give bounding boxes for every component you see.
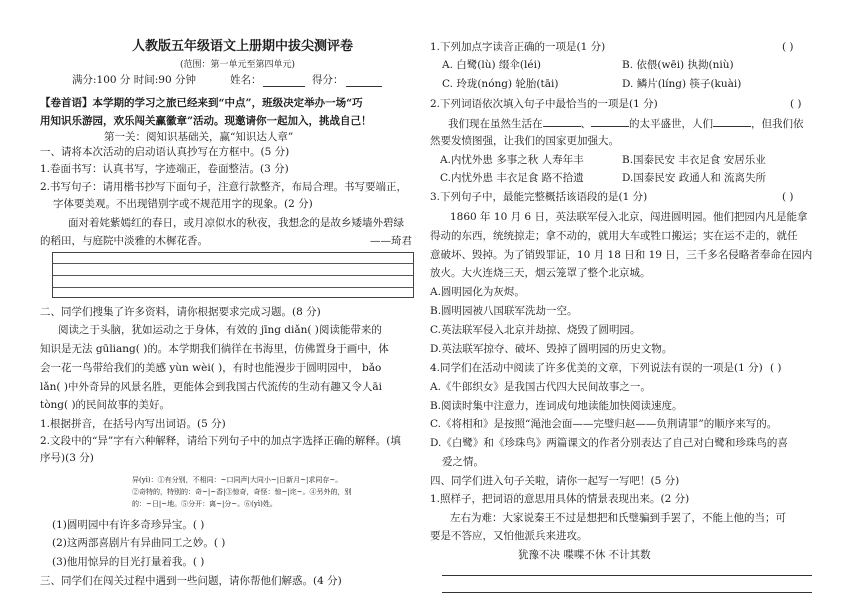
copy-box[interactable] [52, 252, 414, 298]
r4-option-a[interactable]: A.《牛郎织女》是我国古代四大民间故事之一。 [430, 381, 651, 393]
r4-option-c[interactable]: C.《将相和》是按照“渑池会面——完璧归赵——负荆请罪”的顺序来写的。 [430, 418, 778, 430]
q2-2-line2: 序号)(3 分) [40, 452, 94, 464]
r2-p1-d: ，但我们依 [751, 118, 804, 130]
copy-rule-1 [53, 263, 413, 264]
r1-option-a[interactable]: A. 白鹭(lù) 缀伞(léi) [442, 59, 542, 71]
q-a2-line1: 2.书写句子：请用楷书抄写下面句子，注意行款整齐，布局合理。书写要端正， [40, 181, 408, 193]
r3-passage-line-2: 得动的东西，统统掠走；拿不动的，就用大车或牲口搬运；实在运不走的，就任 [430, 230, 798, 242]
word-list: 犹豫不决 喋喋不休 不计其数 [518, 549, 651, 561]
r1-option-c[interactable]: C. 玲珑(nóng) 轮胎(tāi) [442, 78, 559, 90]
r3-question: 3.下列句子中，最能完整概括该语段的是(1 分) [430, 191, 648, 203]
r4-answer-paren[interactable]: ( ) [770, 362, 782, 374]
name-label: 姓名： [230, 74, 262, 86]
dict-entry-2: ②奇特的，特别的：奇~|~香|③惊奇，奇怪：惊~|诧~。④另外的，别 [132, 488, 352, 496]
score-field[interactable] [346, 76, 382, 87]
r4-question: 4.同学们在活动中阅读了许多优美的文章，下列说法有误的一项是(1 分) [430, 362, 763, 374]
r3-option-c[interactable]: C.英法联军侵入北京并劫掠、烧毁了圆明园。 [430, 324, 641, 336]
q3-heading: 三、同学们在闯关过程中遇到一些问题，请你帮他们解惑。(4 分) [40, 575, 342, 587]
intro-line-1: 【卷首语】本学期的学习之旅已经来到“中点”，班级决定举办一场“巧 [40, 97, 363, 109]
copy-rule-2 [53, 275, 413, 276]
answer-line-2[interactable] [442, 592, 812, 593]
passage-line-2: 知识是无法 gūliang( )的。本学期我们徜徉在书海里，仿佛置身于画中，体 [40, 343, 389, 355]
r2-option-d[interactable]: D.国泰民安 政通人和 流离失所 [622, 172, 767, 184]
score-label: 得分： [312, 74, 344, 86]
r2-passage-line-2: 然要发愤图强，让我们的国家更加强大。 [430, 135, 619, 147]
r3-passage-line-3: 意破坏、毁掉。为了销毁罪证，10 月 18 日和 19 日，三千多名侵略者奉命在园内 [430, 249, 813, 261]
r3-option-b[interactable]: B.圆明园被八国联军洗劫一空。 [430, 305, 578, 317]
part1-heading: 第一关：阅知识基础关，赢“知识达人章” [104, 131, 294, 143]
r2-option-c[interactable]: C.内忧外患 丰衣足食 路不拾遗 [440, 172, 584, 184]
q2-heading: 二、同学们搜集了许多资料，请你根据要求完成习题。(8 分) [40, 306, 321, 318]
r1-option-b[interactable]: B. 依偎(wēi) 执拗(niù) [622, 59, 734, 71]
r4-option-d-line2: 爱之情。 [442, 456, 484, 468]
r1-question: 1.下列加点字读音正确的一项是(1 分) [430, 41, 606, 53]
q2-1: 1.根据拼音，在括号内写出词语。(5 分) [40, 418, 226, 430]
r2-p1-a: 我们现在虽然生活在 [448, 118, 543, 130]
r3-passage-line-4: 放火。大火连烧三天，烟云笼罩了整个北京城。 [430, 267, 651, 279]
example-line-1: 左右为难：大家说秦王不过是想把和氏璧骗到手罢了，不能上他的当；可 [450, 512, 786, 524]
r2-blank-1[interactable] [543, 116, 581, 127]
q-a2-line2: 字体要美观。不出现错别字或不规范用字的现象。(2 分) [53, 198, 313, 210]
r2-blank-3[interactable] [713, 116, 751, 127]
r2-passage-line-1 [448, 116, 804, 131]
r2-option-a[interactable]: A.内忧外患 多事之秋 人寿年丰 [440, 154, 584, 166]
poem-line-1: 面对着姹紫嫣红的春日，或月凉似水的秋夜，我想念的是故乡矮墙外碧绿 [68, 217, 404, 229]
r2-p1-c: 的太平盛世，人们 [629, 118, 713, 130]
page-title: 人教版五年级语文上册期中拔尖测评卷 [132, 39, 354, 54]
r3-option-a[interactable]: A.圆明园化为灰烬。 [430, 286, 525, 298]
r1-answer-paren[interactable]: ( ) [782, 41, 794, 53]
section4-heading: 四、同学们进入句子关啦，请你一起写一写吧！(5 分) [430, 475, 680, 487]
r3-option-d[interactable]: D.英法联军掠夺、破坏、毁掉了圆明园的历史文物。 [430, 343, 673, 355]
dict-entry-3: 的：~日|~地。⑤分开：离~|分~。⑥(yì)姓。 [132, 500, 277, 508]
r2-question: 2.下列词语依次填入句子中最恰当的一项是(1 分) [430, 98, 658, 110]
scope-note: (范围：第一单元至第四单元) [180, 60, 296, 70]
passage-line-1: 阅读之于头脑，犹如运动之于身体，有效的 jīng diǎn( )阅读能带来的 [58, 324, 382, 336]
r3-answer-paren[interactable]: ( ) [782, 191, 794, 203]
r5-1-question: 1.照样子，把词语的意思用具体的情景表现出来。(2 分) [430, 493, 690, 505]
sentence-3: (3)他用惊异的目光打量着我。( ) [52, 556, 205, 568]
q-a: 一、请将本次活动的启动语认真抄写在方框中。(5 分) [40, 146, 290, 158]
passage-line-5: tòng( )的民间故事的美好。 [40, 399, 171, 411]
sentence-1: (1)圆明园中有许多奇珍异宝。( ) [52, 519, 205, 531]
example-line-2: 要是不答应，又怕他派兵来进攻。 [430, 530, 588, 542]
passage-line-3: 会一花一鸟带给我们的美感 yùn wèi( )，有时也能漫步于圆明园中， bǎo [40, 362, 382, 374]
poem-author: ——琦君 [370, 235, 412, 247]
r3-passage-line-1: 1860 年 10 月 6 日，英法联军侵入北京，闯进圆明园。他们把园内凡是能拿 [450, 211, 808, 223]
sentence-2: (2)这两部喜剧片有异曲同工之妙。( ) [52, 537, 226, 549]
dict-entry-1: 异(yì)：①有分别，不相同：~口同声|大同小~|日新月~|求同存~。 [132, 476, 343, 484]
poem-line-2: 的稻田，与庭院中淡雅的木樨花香。 [40, 235, 208, 247]
q2-2-line1: 2.文段中的“异”字有六种解释，请给下列句子中的加点字选择正确的解释。(填 [40, 435, 401, 447]
intro-line-2: 用知识乐游园，欢乐闯关赢徽章”活动。现邀请你一起加入，挑战自己！ [40, 115, 372, 127]
r4-option-b[interactable]: B.阅读时集中注意力，连词成句地读能加快阅读速度。 [430, 400, 683, 412]
r1-option-d[interactable]: D. 鳞片(líng) 筷子(kuài) [622, 78, 742, 90]
answer-line-1[interactable] [442, 575, 812, 576]
exam-meta: 满分:100 分 时间:90 分钟 [72, 74, 196, 86]
q-a1: 1.卷面书写：认真书写，字迹端正，卷面整洁。(3 分) [40, 163, 289, 175]
passage-line-4: lǎn( )中外奇异的风景名胜，更能体会到我国古代流传的生动有趣又令人āi [40, 381, 383, 393]
r2-p1-b: 、 [580, 118, 591, 130]
r4-option-d-line1[interactable]: D.《白鹭》和《珍珠鸟》两篇课文的作者分别表达了自己对白鹭和珍珠鸟的喜 [430, 437, 788, 449]
r2-blank-2[interactable] [591, 116, 629, 127]
r2-answer-paren[interactable]: ( ) [790, 98, 802, 110]
r2-option-b[interactable]: B.国泰民安 丰衣足食 安居乐业 [622, 154, 766, 166]
copy-rule-3 [53, 287, 413, 288]
name-field[interactable] [263, 76, 305, 87]
